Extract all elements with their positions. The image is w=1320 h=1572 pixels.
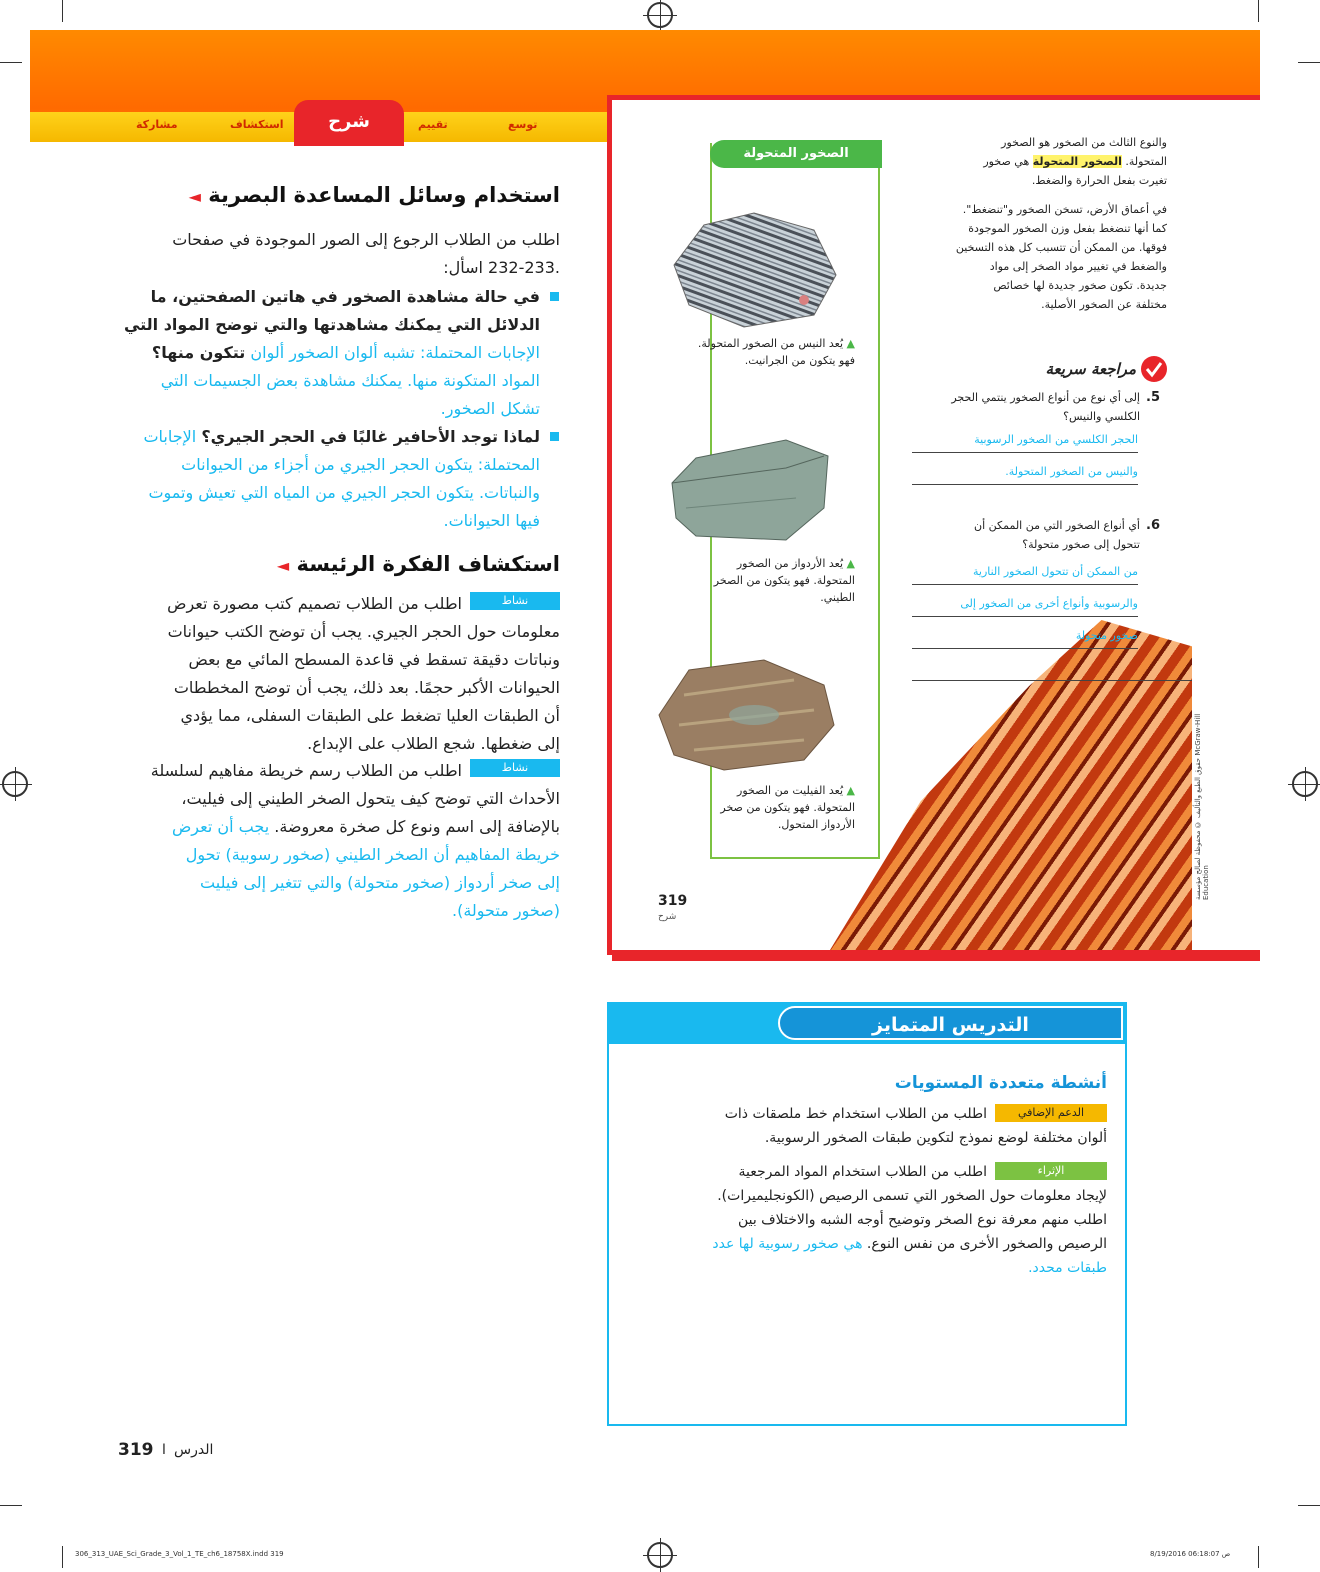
activity-2-text: اطلب من الطلاب رسم خريطة مفاهيم لسلسلة الأحداث التي توضح كيف يتحول الصخر الطيني إلى فيليت، بالإضافة إلى اسم ونوع كل صخرة معروضة. يجب أن تعرض خريطة المفاهيم أن الصخر الطيني (صخور رسوبية) تحول إلى صخر أردواز (صخور متحولة) والتي تتغير إلى فيليت (صخور متحولة). xyxy=(150,761,560,920)
crop-mark xyxy=(1258,1546,1259,1568)
crop-mark xyxy=(1258,0,1259,22)
slate-rock-image xyxy=(666,428,836,546)
tab-evaluate[interactable]: تقييم xyxy=(418,118,448,131)
bullet-icon xyxy=(550,292,559,301)
tab-engage[interactable]: مشاركة xyxy=(136,118,178,131)
question-5-number: .5 xyxy=(1146,390,1160,405)
copyright-credit: حقوق الطبع والتأليف © محفوظة لصالح مؤسسة McGraw-Hill Education xyxy=(1194,713,1210,900)
section-main-idea-title: استكشاف الفكرة الرئيسة ◄ xyxy=(276,552,560,576)
question-6-text: أي أنواع الصخور التي من الممكن أن تتحول إلى صخور متحولة؟ xyxy=(974,519,1140,551)
feature-title: الصخور المتحولة xyxy=(710,140,882,168)
gneiss-rock-image xyxy=(664,205,839,330)
crop-mark xyxy=(62,1546,63,1568)
level-badge-support: الدعم الإضافي xyxy=(995,1104,1107,1122)
activity-1-text: اطلب من الطلاب تصميم كتب مصورة تعرض معلومات حول الحجر الجيري. يجب أن توضح الكتب حيوانات ونباتات دقيقة تسقط في قاعدة المسطح المائي مع بعض الحيوانات الأكبر حجمًا. بعد ذلك، يجب أن توضح المخططات أن الطبقات العليا تضغط على الطبقات السفلى، مما يؤدي إلى ضغطها. شجع الطلاب على الإبداع. xyxy=(167,594,560,753)
support-activity-text: اطلب من الطلاب استخدام خط ملصقات ذات ألوان مختلفة لوضع نموذج لتكوين طبقات الصخور الرسوبية. xyxy=(724,1106,1107,1146)
bullet-1-question: في حالة مشاهدة الصخور في هاتين الصفحتين، ما الدلائل التي يمكنك مشاهدتها والتي توضح المواد التي xyxy=(123,287,540,334)
registration-mark-icon xyxy=(2,771,28,797)
q6-answer-2: والرسوبية وأنواع أخرى من الصخور إلى xyxy=(960,597,1138,610)
date-slug: 8/19/2016 06:18:07 ص xyxy=(1150,1550,1231,1558)
crop-mark xyxy=(1298,62,1320,63)
q6-answer-1: من الممكن أن تتحول الصخور النارية xyxy=(972,565,1138,578)
arrow-icon: ◄ xyxy=(276,556,290,575)
question-5-text: إلى أي نوع من أنواع الصخور ينتمي الحجر الكلسي والنيس؟ xyxy=(951,391,1140,423)
q6-answer-3: صخور متحولة xyxy=(1075,629,1138,642)
level-badge-enrichment: الإثراء xyxy=(995,1162,1107,1180)
question-6-number: .6 xyxy=(1146,518,1160,533)
file-slug: 306_313_UAE_Sci_Grade_3_Vol_1_TE_ch6_18758X.indd 319 xyxy=(75,1550,284,1558)
body-paragraph: في أعماق الأرض، تسخن الصخور و"تنضغط". كما أنها تنضغط بفعل وزن الصخور الموجودة فوقها. من الممكن أن تتسبب كل هذه التسخين والضغط في تغيير مواد الصخر إلى مواد جديدة. تكون صخور جديدة لها خصائص مختلفة عن الصخور الأصلية. xyxy=(955,203,1167,311)
crop-mark xyxy=(0,62,22,63)
visual-aids-body: اطلب من الطلاب الرجوع إلى الصور الموجودة في صفحات .232-233 اسأل: xyxy=(172,230,560,277)
intro-paragraph: والنوع الثالث من الصخور هو الصخور المتحولة. الصخور المتحولة هي صخور تغيرت بفعل الحرارة والضغط. xyxy=(983,136,1167,187)
crop-mark xyxy=(0,1505,22,1506)
tab-extend[interactable]: توسع xyxy=(508,118,538,131)
registration-mark-icon xyxy=(1292,771,1318,797)
student-page-label: شرح xyxy=(658,912,677,922)
registration-mark-icon xyxy=(647,2,673,28)
registration-mark-icon xyxy=(647,1542,673,1568)
arrow-icon: ◄ xyxy=(188,187,201,206)
bullet-2: لماذا توجد الأحافير غالبًا في الحجر الجيري؟ الإجابات المحتملة: يتكون الحجر الجيري من أجزاء من الحيوانات والنباتات. يتكون الحجر الجيري من المياه التي تعيش وتموت فيها الحيوانات. xyxy=(143,427,540,530)
answer-line xyxy=(912,648,1138,649)
activity-badge-1: نشاط xyxy=(470,592,560,610)
diff-title: التدريس المتمايز xyxy=(778,1006,1123,1040)
tab-explore[interactable]: استكشاف xyxy=(230,118,284,131)
answer-line xyxy=(912,680,1192,681)
phyllite-caption: ▲ يُعد الفيليت من الصخور المتحولة. فهو يتكون من صخر الأردواز المتحول. xyxy=(720,784,855,831)
folio-label: الدرس xyxy=(174,1442,214,1458)
crop-mark xyxy=(1298,1505,1320,1506)
diff-subtitle: أنشطة متعددة المستويات xyxy=(894,1073,1107,1093)
student-page-number: 319 xyxy=(658,893,688,909)
section-visual-aids-title: استخدام وسائل المساعدة البصرية ◄ xyxy=(188,183,560,207)
crop-mark xyxy=(62,0,63,22)
quick-check-title: مراجعة سريعة xyxy=(1045,360,1136,378)
answer-line xyxy=(912,584,1138,585)
answer-line xyxy=(912,484,1138,485)
bullet-icon xyxy=(550,432,559,441)
answer-line xyxy=(912,452,1138,453)
student-page-edge xyxy=(612,955,1260,961)
phyllite-rock-image xyxy=(654,655,839,775)
checkmark-icon xyxy=(1140,355,1168,383)
folio-divider: ا xyxy=(162,1442,166,1458)
tab-explain-active[interactable]: شرح xyxy=(294,100,404,146)
gneiss-caption: ▲ يُعد النيس من الصخور المتحولة. فهو يتكون من الجرانيت. xyxy=(697,337,855,367)
bullet-1-answer: الإجابات المحتملة: تشبه ألوان الصخور ألوان تتكون منها؟ المواد المتكونة منها. يمكنك مشاهدة بعض الجسيمات التي تشكل الصخور. xyxy=(151,343,540,418)
page-number: 319 xyxy=(118,1440,154,1460)
activity-badge-2: نشاط xyxy=(470,759,560,777)
enrichment-activity-text: اطلب من الطلاب استخدام المواد المرجعية لإيجاد معلومات حول الصخور التي تسمى الرصيص (الكونجليميرات). اطلب منهم معرفة نوع الصخر وتوضيح أوجه الشبه والاختلاف بين الرصيص والصخور الأخرى من نفس النوع. هي صخور رسوبية لها عدد طبقات محدد. xyxy=(712,1164,1107,1276)
q5-answer-1: الحجر الكلسي من الصخور الرسوبية xyxy=(974,433,1138,446)
answer-line xyxy=(912,616,1138,617)
key-term-highlight: الصخور المتحولة xyxy=(1032,155,1122,168)
q5-answer-2: والنيس من الصخور المتحولة. xyxy=(1005,465,1138,478)
slate-caption: ▲ يُعد الأردواز من الصخور المتحولة. فهو يتكون من الصخر الطيني. xyxy=(713,557,855,604)
